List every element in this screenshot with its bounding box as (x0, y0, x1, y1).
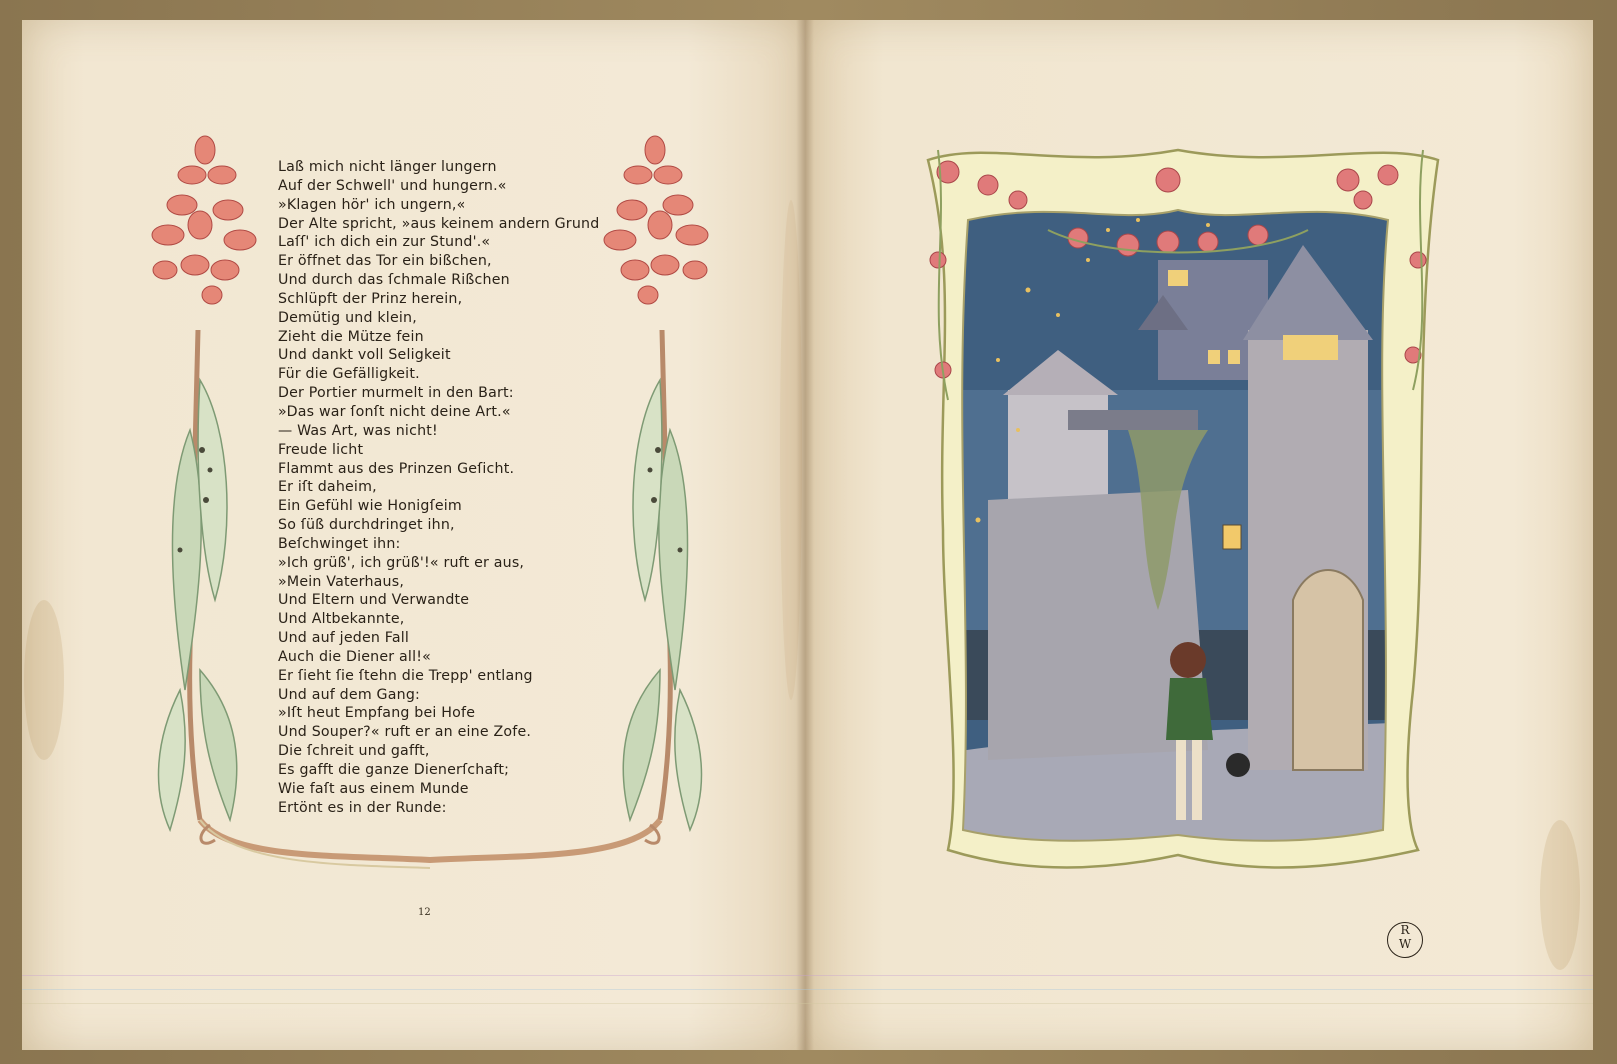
publisher-monogram (1387, 922, 1423, 958)
orchid-right-icon (604, 136, 708, 830)
poem-line: Und Eltern und Verwandte (278, 592, 470, 609)
poem-line: Der Portier murmelt in den Bart: (278, 385, 514, 402)
bottom-rule (22, 975, 1593, 976)
bottom-rule (22, 1003, 1593, 1004)
poem-line: So ſüß durchdringet ihn, (278, 517, 455, 534)
poem-line: Demütig und klein, (278, 309, 417, 326)
poem-line: Zieht die Mütze fein (278, 328, 424, 345)
poem-line: Es gafft die ganze Dienerſchaft; (278, 762, 510, 778)
poem-line: Beſchwinget ihn: (278, 535, 401, 552)
poem-line: Und auf dem Gang: (278, 686, 421, 703)
poem-line: »Ich grüß', ich grüß'!« ruft er aus, (278, 554, 525, 571)
poem-line: Laß mich nicht länger lungern (278, 159, 497, 175)
poem-line: Der Alte spricht, »aus keinem andern Grund (278, 215, 600, 232)
poem-line: Die ſchreit und gafft, (278, 743, 430, 760)
poem-line: — Was Art, was nicht! (278, 422, 438, 439)
poem-line: Er öffnet das Tor ein bißchen, (278, 253, 492, 270)
poem-line: Er iſt daheim, (278, 479, 377, 496)
poem-line: Ertönt es in der Runde: (278, 799, 447, 816)
poem-line: »Iſt heut Empfang bei Hofe (278, 705, 476, 722)
poem-line: »Das war ſonſt nicht deine Art.« (278, 403, 511, 420)
paper-stain (780, 200, 802, 700)
poem-line: Und durch das ſchmale Rißchen (278, 272, 510, 289)
orchid-left-icon (152, 136, 256, 830)
castle-illustration (908, 130, 1458, 890)
monogram-letter-top: R (1400, 923, 1410, 937)
poem-line: Ein Gefühl wie Honigſeim (278, 498, 462, 515)
poem-line: Auf der Schwell' und hungern.« (278, 177, 507, 194)
poem-line: Er ſieht ſie ſtehn die Trepp' entlang (278, 667, 533, 684)
poem-line: Und Altbekannte, (278, 611, 405, 628)
poem-line: Und Souper?« ruft er an eine Zofe. (278, 724, 532, 741)
poem-line: Freude licht (278, 441, 364, 458)
poem-line: Flammt aus des Prinzen Geſicht. (278, 460, 515, 477)
paper-stain (1540, 820, 1580, 970)
monogram-letter-bottom: W (1398, 937, 1412, 951)
poem-line: »Klagen hör' ich ungern,« (278, 196, 466, 213)
poem-line: Laſſ' ich dich ein zur Stund'.« (278, 234, 491, 251)
poem-line: Für die Gefälligkeit. (278, 366, 420, 383)
poem-line: Wie faſt aus einem Munde (278, 780, 469, 797)
poem-line: Auch die Diener all!« (278, 648, 431, 665)
bottom-rule (22, 989, 1593, 990)
paper-stain (24, 600, 64, 760)
poem-line: Schlüpft der Prinz herein, (278, 290, 463, 307)
page-number: 12 (418, 907, 431, 918)
poem-line: »Mein Vaterhaus, (278, 573, 405, 590)
poem-line: Und dankt voll Seligkeit (278, 347, 451, 364)
poem-line: Und auf jeden Fall (278, 630, 410, 647)
poem-text (278, 158, 608, 818)
